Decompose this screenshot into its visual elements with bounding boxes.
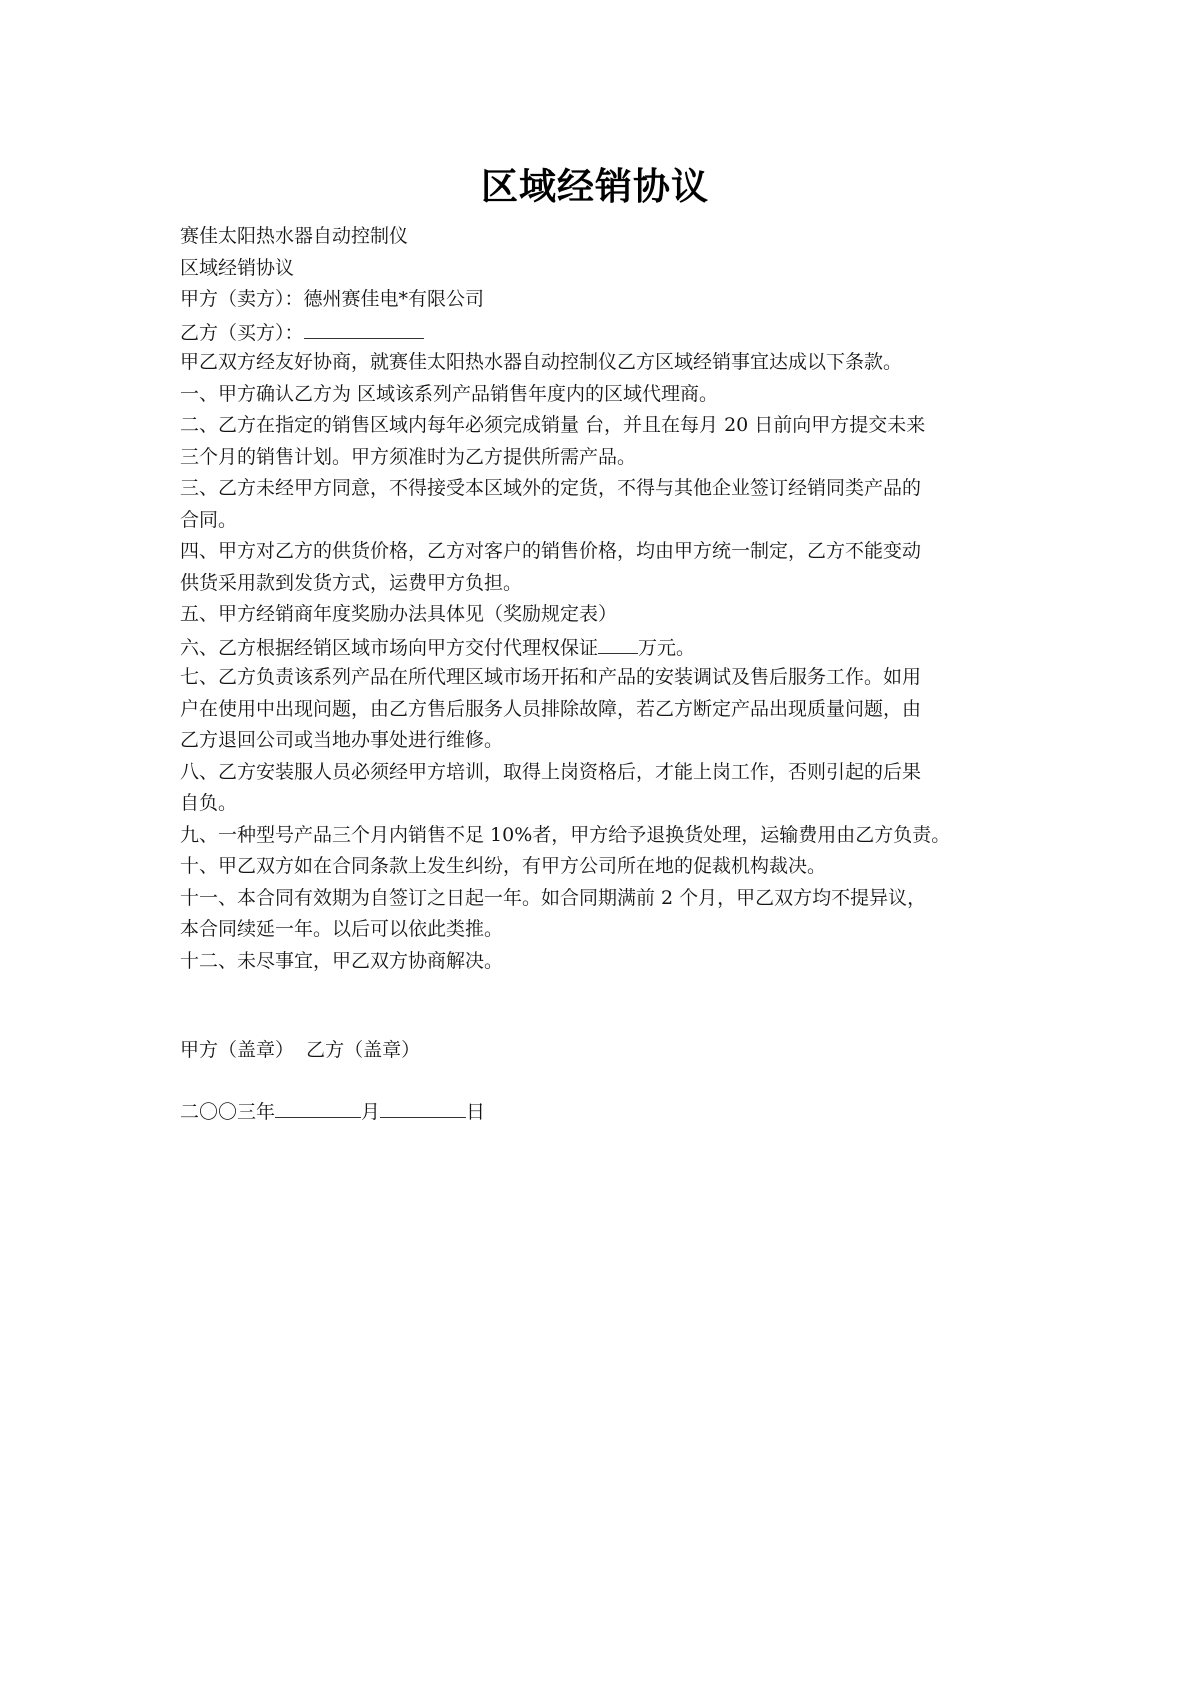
party-b-seal-label: 乙方（盖章） bbox=[306, 1039, 421, 1061]
clause-6-suffix: 万元。 bbox=[638, 636, 696, 659]
deposit-amount-blank-field[interactable] bbox=[598, 631, 638, 654]
clause-12: 十二、未尽事宜，甲乙双方协商解决。 bbox=[180, 949, 504, 972]
party-b-label: 乙方（买方）： bbox=[180, 321, 304, 344]
date-day-label: 日 bbox=[466, 1101, 486, 1123]
clause-11-line-2: 本合同续延一年。以后可以依此类推。 bbox=[180, 918, 504, 940]
clause-2-line-1: 二、乙方在指定的销售区域内每年必须完成销量 台，并且在每月 20 日前向甲方提交未来 bbox=[180, 414, 926, 436]
clause-1: 一、甲方确认乙方为 区域该系列产品销售年度内的区域代理商。 bbox=[180, 382, 719, 405]
header-line-agreement: 区域经销协议 bbox=[180, 256, 295, 279]
clause-6 bbox=[180, 631, 1025, 663]
clause-4-line-1: 四、甲方对乙方的供货价格，乙方对客户的销售价格，均由甲方统一制定，乙方不能变动 bbox=[180, 540, 922, 562]
header-line-party-a: 甲方（卖方）：德州赛佳电*有限公司 bbox=[180, 288, 485, 310]
clause-11-line-1: 十一、本合同有效期为自签订之日起一年。如合同期满前 2 个月，甲乙双方均不提异议， bbox=[180, 886, 927, 909]
clause-3-line-1: 三、乙方未经甲方同意，不得接受本区域外的定货，不得与其他企业签订经销同类产品的 bbox=[180, 477, 922, 499]
clause-8-line-2: 自负。 bbox=[180, 792, 238, 814]
clause-4-line-2: 供货采用款到发货方式，运费甲方负担。 bbox=[180, 571, 523, 594]
date-month-label: 月 bbox=[361, 1101, 381, 1123]
signature-line bbox=[180, 1035, 420, 1066]
document-body bbox=[180, 221, 1025, 977]
clause-2-line-2: 三个月的销售计划。甲方须准时为乙方提供所需产品。 bbox=[180, 445, 637, 468]
party-a-seal-label: 甲方（盖章） bbox=[180, 1039, 295, 1061]
clause-7-line-2: 户在使用中出现问题，由乙方售后服务人员排除故障，若乙方断定产品出现质量问题，由 bbox=[180, 697, 922, 720]
clause-3-line-2: 合同。 bbox=[180, 508, 238, 531]
month-blank-field[interactable] bbox=[275, 1097, 361, 1118]
clause-6-prefix: 六、乙方根据经销区域市场向甲方交付代理权保证 bbox=[180, 636, 599, 659]
clause-5: 五、甲方经销商年度奖励办法具体见（奖励规定表） bbox=[180, 603, 618, 625]
intro-line: 甲乙双方经友好协商，就赛佳太阳热水器自动控制仪乙方区域经销事宜达成以下条款。 bbox=[180, 351, 903, 373]
day-blank-field[interactable] bbox=[380, 1097, 466, 1118]
document-title: 区域经销协议 bbox=[481, 165, 709, 208]
clause-7-line-3: 乙方退回公司或当地办事处进行维修。 bbox=[180, 729, 504, 751]
date-year: 二〇〇三年 bbox=[180, 1101, 276, 1123]
date-line bbox=[180, 1097, 485, 1128]
clause-10: 十、甲乙双方如在合同条款上发生纠纷，有甲方公司所在地的促裁机构裁决。 bbox=[180, 855, 827, 877]
clause-8-line-1: 八、乙方安装服人员必须经甲方培训，取得上岗资格后，才能上岗工作，否则引起的后果 bbox=[180, 760, 922, 783]
party-b-line bbox=[180, 316, 1025, 348]
header-line-product: 赛佳太阳热水器自动控制仪 bbox=[180, 225, 409, 247]
clause-7-line-1: 七、乙方负责该系列产品在所代理区域市场开拓和产品的安装调试及售后服务工作。如用 bbox=[180, 666, 922, 688]
party-b-blank-field[interactable] bbox=[304, 316, 424, 339]
clause-9: 九、一种型号产品三个月内销售不足 10%者，甲方给予退换货处理，运输费用由乙方负责。 bbox=[180, 823, 951, 846]
